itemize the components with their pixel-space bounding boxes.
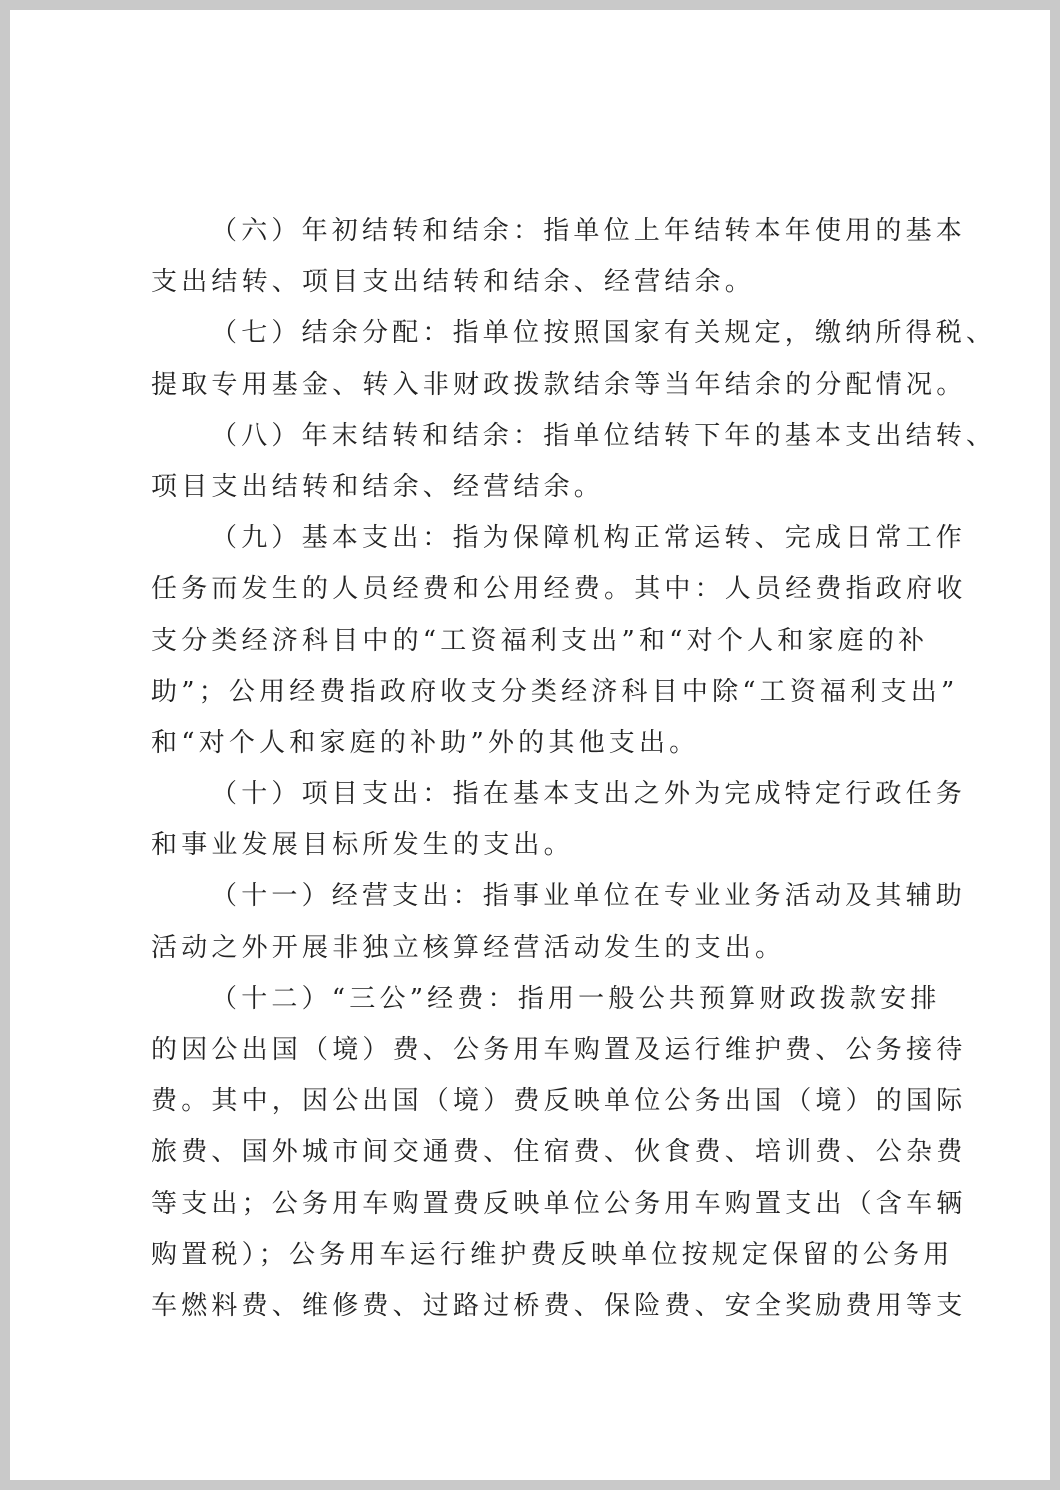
paragraph-line: （九）基本支出：指为保障机构正常运转、完成日常工作 xyxy=(211,523,967,554)
paragraph-line: 任务而发生的人员经费和公用经费。其中：人员经费指政府收 xyxy=(151,574,967,605)
paragraph-line: 旅费、国外城市间交通费、住宿费、伙食费、培训费、公杂费 xyxy=(151,1137,967,1168)
paragraph-line: （十二）“三公”经费：指用一般公共预算财政拨款安排 xyxy=(211,983,941,1014)
paragraph-line: 提取专用基金、转入非财政拨款结余等当年结余的分配情况。 xyxy=(151,369,967,400)
paragraph-line: 活动之外开展非独立核算经营活动发生的支出。 xyxy=(151,932,786,963)
paragraph-line: （七）结余分配：指单位按照国家有关规定，缴纳所得税、 xyxy=(211,318,997,349)
paragraph-line: 等支出；公务用车购置费反映单位公务用车购置支出（含车辆 xyxy=(151,1188,967,1219)
paragraph-line: 购置税）；公务用车运行维护费反映单位按规定保留的公务用 xyxy=(151,1239,954,1270)
document-body xyxy=(151,206,997,1332)
paragraph-line: （八）年末结转和结余：指单位结转下年的基本支出结转、 xyxy=(211,420,997,451)
paragraph-line: 的因公出国（境）费、公务用车购置及运行维护费、公务接待 xyxy=(151,1035,967,1065)
paragraph-line: 费。其中，因公出国（境）费反映单位公务出国（境）的国际 xyxy=(151,1086,967,1117)
paragraph-line: （十）项目支出：指在基本支出之外为完成特定行政任务 xyxy=(211,779,967,810)
paragraph-line: 支分类经济科目中的“工资福利支出”和“对个人和家庭的补 xyxy=(151,625,929,656)
paragraph-line: 支出结转、项目支出结转和结余、经营结余。 xyxy=(151,267,756,298)
paragraph-line: 车燃料费、维修费、过路过桥费、保险费、安全奖励费用等支 xyxy=(151,1290,967,1321)
paragraph-line: （六）年初结转和结余：指单位上年结转本年使用的基本 xyxy=(211,216,967,246)
paragraph-line: 和事业发展目标所发生的支出。 xyxy=(151,830,574,861)
paragraph-line: （十一）经营支出：指事业单位在专业业务活动及其辅助 xyxy=(211,881,967,912)
paragraph-line: 和“对个人和家庭的补助”外的其他支出。 xyxy=(151,727,700,758)
document-page xyxy=(10,10,1050,1480)
paragraph-line: 助”；公用经费指政府收支分类经济科目中除“工资福利支出” xyxy=(151,676,959,707)
paragraph-line: 项目支出结转和结余、经营结余。 xyxy=(151,471,605,502)
